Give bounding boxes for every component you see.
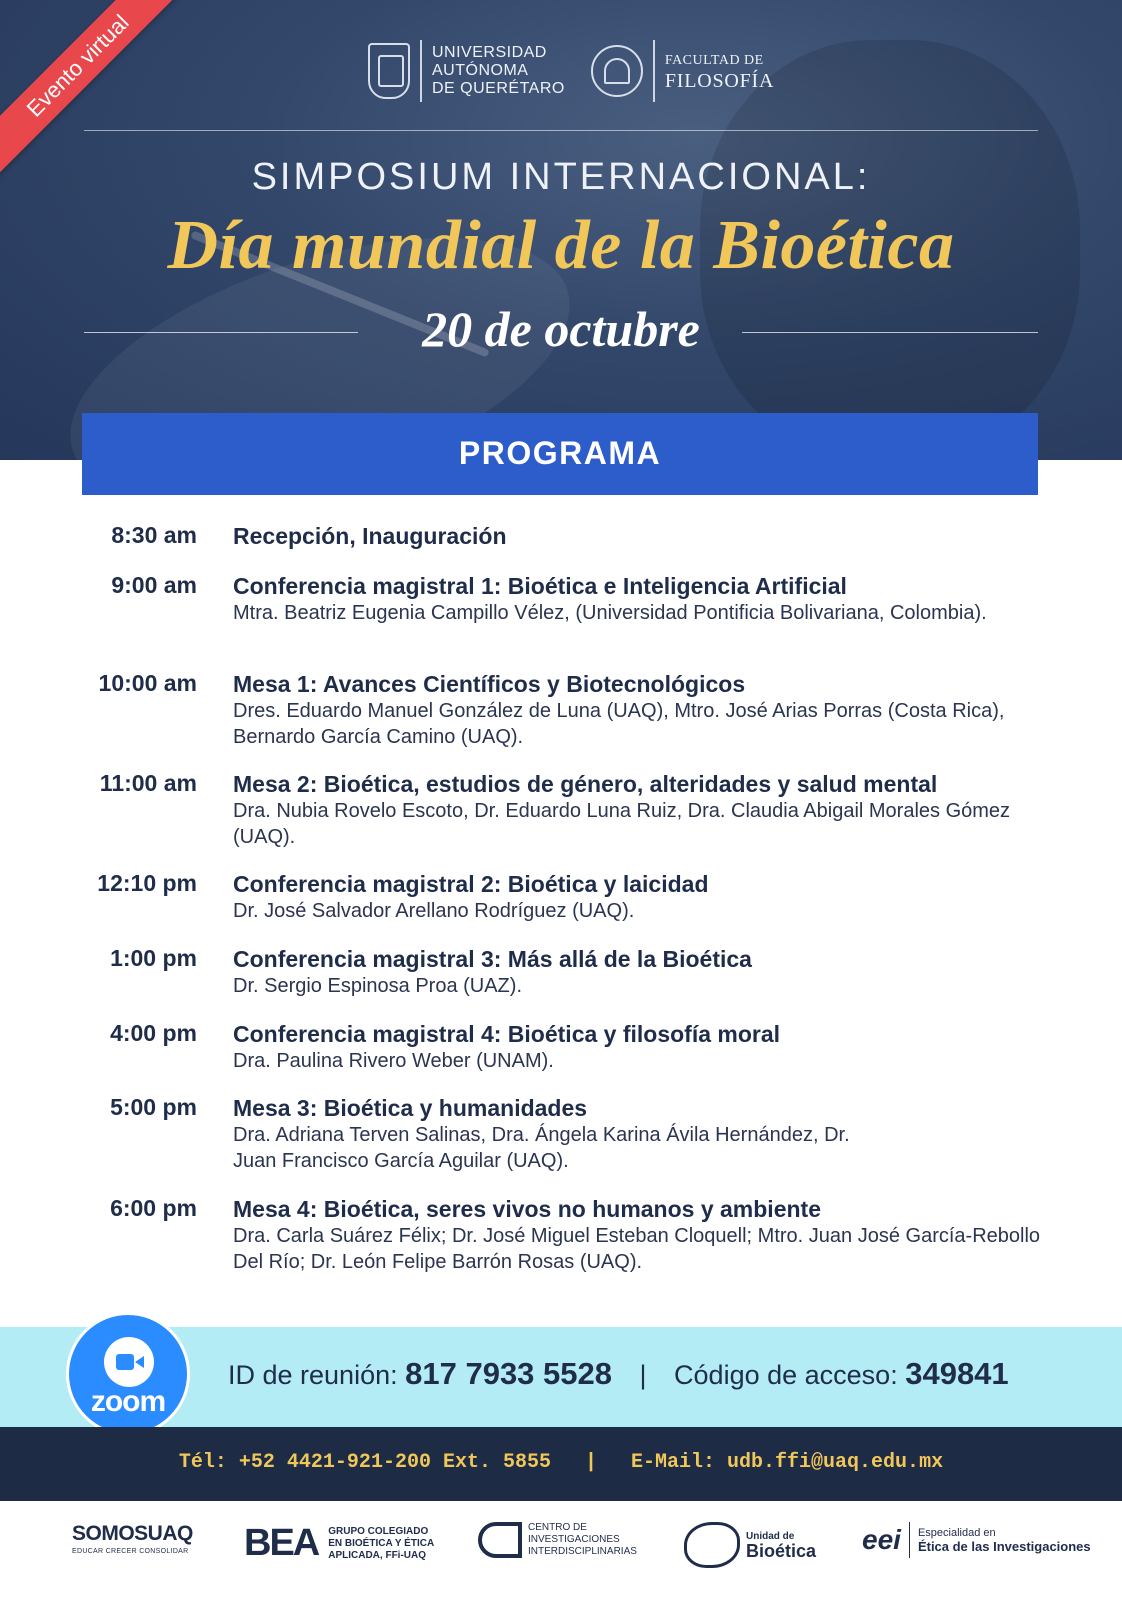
session-speakers: Mtra. Beatriz Eugenia Campillo Vélez, (Universidad Pontificia Bolivariana, Colombia). xyxy=(233,602,987,624)
session-title: Mesa 1: Avances Científicos y Biotecnológicos xyxy=(233,671,746,697)
zoom-brand: zoom xyxy=(90,1385,166,1418)
access-code-label: Código de acceso: xyxy=(674,1360,898,1390)
session-title: Conferencia magistral 2: Bioética y laicidad xyxy=(233,871,709,897)
unidad-bioetica-logo: Unidad de Bioética xyxy=(684,1522,816,1568)
bea-logo: BEA GRUPO COLEGIADO EN BIOÉTICA Y ÉTICA APLICADA, FFi-UAQ xyxy=(244,1522,435,1564)
especialidad-logo: eei Especialidad en Ética de las Investigaciones xyxy=(862,1522,1091,1558)
session-title: Mesa 3: Bioética y humanidades xyxy=(233,1095,588,1121)
session-title: Recepción, Inauguración xyxy=(233,523,507,549)
contact-phone: Tél: +52 4421-921-200 Ext. 5855 xyxy=(178,1451,551,1474)
session-speakers: Dra. Carla Suárez Félix; Dr. José Miguel Esteban Cloquell; Mtro. Juan José García-Rebollo Del Río; Dr. León Felipe Barrón Rosas (UAQ). xyxy=(233,1225,1041,1273)
session-speakers: Dr. José Salvador Arellano Rodríguez (UAQ). xyxy=(233,900,635,922)
session-title: Conferencia magistral 3: Más allá de la Bioética xyxy=(233,946,752,972)
meeting-id-label: ID de reunión: xyxy=(228,1360,398,1390)
bioetica-creature-icon xyxy=(684,1522,740,1568)
session-time: 12:10 pm xyxy=(97,870,197,896)
university-name: UNIVERSIDAD AUTÓNOMA DE QUERÉTARO xyxy=(432,44,565,97)
session-speakers: Dra. Adriana Terven Salinas, Dra. Ángela Karina Ávila Hernández, Dr. Juan Francisco García Aguilar (UAQ). xyxy=(233,1124,850,1172)
session-time: 9:00 am xyxy=(111,572,197,598)
session-title: Mesa 2: Bioética, estudios de género, alteridades y salud mental xyxy=(233,771,938,797)
meeting-id-value: 817 7933 5528 xyxy=(405,1356,612,1391)
logo-divider xyxy=(420,40,422,102)
event-ribbon: Evento virtual xyxy=(0,0,191,179)
event-subtitle: SIMPOSIUM INTERNACIONAL: xyxy=(251,156,871,198)
video-camera-icon xyxy=(104,1337,154,1387)
zoom-logo xyxy=(66,1312,190,1436)
session-time: 11:00 am xyxy=(99,770,197,796)
institution-logos xyxy=(368,38,774,104)
faculty-name: FACULTAD DE FILOSOFÍA xyxy=(664,53,775,92)
contact-email: E-Mail: udb.ffi@uaq.edu.mx xyxy=(631,1451,944,1474)
hero-banner xyxy=(0,0,1122,460)
zoom-separator: | xyxy=(639,1360,647,1390)
faculty-seal-icon xyxy=(591,45,643,97)
header-divider xyxy=(84,130,1038,131)
session-time: 6:00 pm xyxy=(110,1195,197,1221)
session-speakers: Dra. Nubia Rovelo Escoto, Dr. Eduardo Luna Ruiz, Dra. Claudia Abigail Morales Gómez (UAQ). xyxy=(233,800,1011,848)
session-time: 4:00 pm xyxy=(110,1020,197,1046)
session-title: Conferencia magistral 1: Bioética e Inteligencia Artificial xyxy=(233,573,847,599)
session-title: Mesa 4: Bioética, seres vivos no humanos y ambiente xyxy=(233,1196,821,1222)
university-shield-icon xyxy=(368,43,410,99)
session-time: 8:30 am xyxy=(111,522,197,548)
contact-separator: | xyxy=(584,1451,597,1474)
session-time: 1:00 pm xyxy=(110,945,197,971)
event-date: 20 de octubre xyxy=(422,301,700,357)
programa-heading: PROGRAMA xyxy=(82,413,1038,495)
session-time: 10:00 am xyxy=(98,670,197,696)
session-speakers: Dra. Paulina Rivero Weber (UNAM). xyxy=(233,1050,554,1072)
somos-uaq-logo: SOMOSUAQ EDUCAR CRECER CONSOLIDAR xyxy=(72,1522,193,1555)
logo-divider xyxy=(653,40,655,102)
cii-mark-icon xyxy=(478,1522,522,1558)
contact-info xyxy=(0,1451,1122,1474)
session-title: Conferencia magistral 4: Bioética y filosofía moral xyxy=(233,1021,781,1047)
access-code-value: 349841 xyxy=(905,1356,1009,1391)
event-title: Día mundial de la Bioética xyxy=(167,207,955,284)
logo-divider xyxy=(909,1522,910,1558)
cii-logo: CENTRO DE INVESTIGACIONES INTERDISCIPLINARIAS xyxy=(478,1522,637,1558)
session-speakers: Dres. Eduardo Manuel González de Luna (UAQ), Mtro. José Arias Porras (Costa Rica), Bernardo García Camino (UAQ). xyxy=(233,700,1005,748)
zoom-meeting-info xyxy=(228,1356,1009,1392)
session-time: 5:00 pm xyxy=(110,1094,197,1120)
session-speakers: Dr. Sergio Espinosa Proa (UAZ). xyxy=(233,975,522,997)
